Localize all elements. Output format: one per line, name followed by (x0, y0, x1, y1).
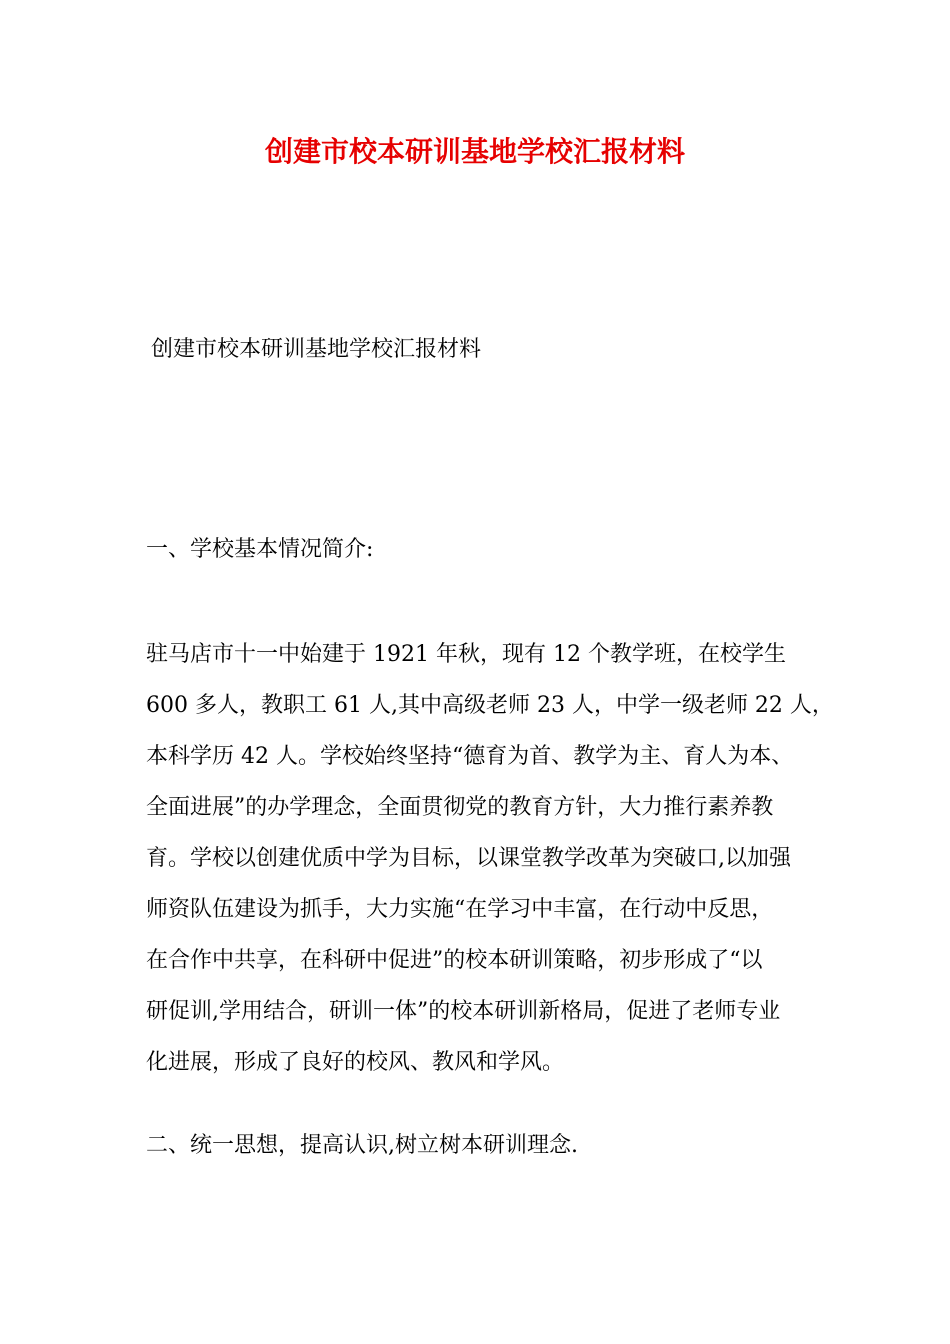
paragraph-line: 本科学历 42 人。学校始终坚持“德育为首、教学为主、育人为本、 (146, 744, 794, 769)
paragraph-line: 化进展，形成了良好的校风、教风和学风。 (146, 1050, 565, 1075)
paragraph-line: 研促训,学用结合，研训一体”的校本研训新格局，促进了老师专业 (146, 999, 781, 1024)
body-paragraph (146, 629, 836, 1088)
paragraph-line: 师资队伍建设为抓手，大力实施“在学习中丰富，在行动中反思， (146, 897, 774, 922)
paragraph-line: 600 多人，教职工 61 人,其中高级老师 23 人，中学一级老师 22 人， (146, 693, 834, 718)
document-title: 创建市校本研训基地学校汇报材料 (264, 135, 685, 168)
section-heading-unify-thinking: 二、统一思想，提高认识,树立树本研训理念. (146, 1133, 578, 1158)
paragraph-line: 在合作中共享，在科研中促进”的校本研训策略，初步形成了“以 (146, 948, 763, 973)
section-heading-basic-info: 一、学校基本情况简介: (146, 537, 374, 562)
paragraph-line: 全面进展”的办学理念，全面贯彻党的教育方针，大力推行素养教 (146, 795, 774, 820)
paragraph-line: 育。学校以创建优质中学为目标，以课堂教学改革为突破口,以加强 (146, 846, 791, 871)
paragraph-line: 驻马店市十一中始建于 1921 年秋，现有 12 个教学班，在校学生 (146, 642, 786, 667)
document-subtitle: 创建市校本研训基地学校汇报材料 (151, 337, 482, 362)
